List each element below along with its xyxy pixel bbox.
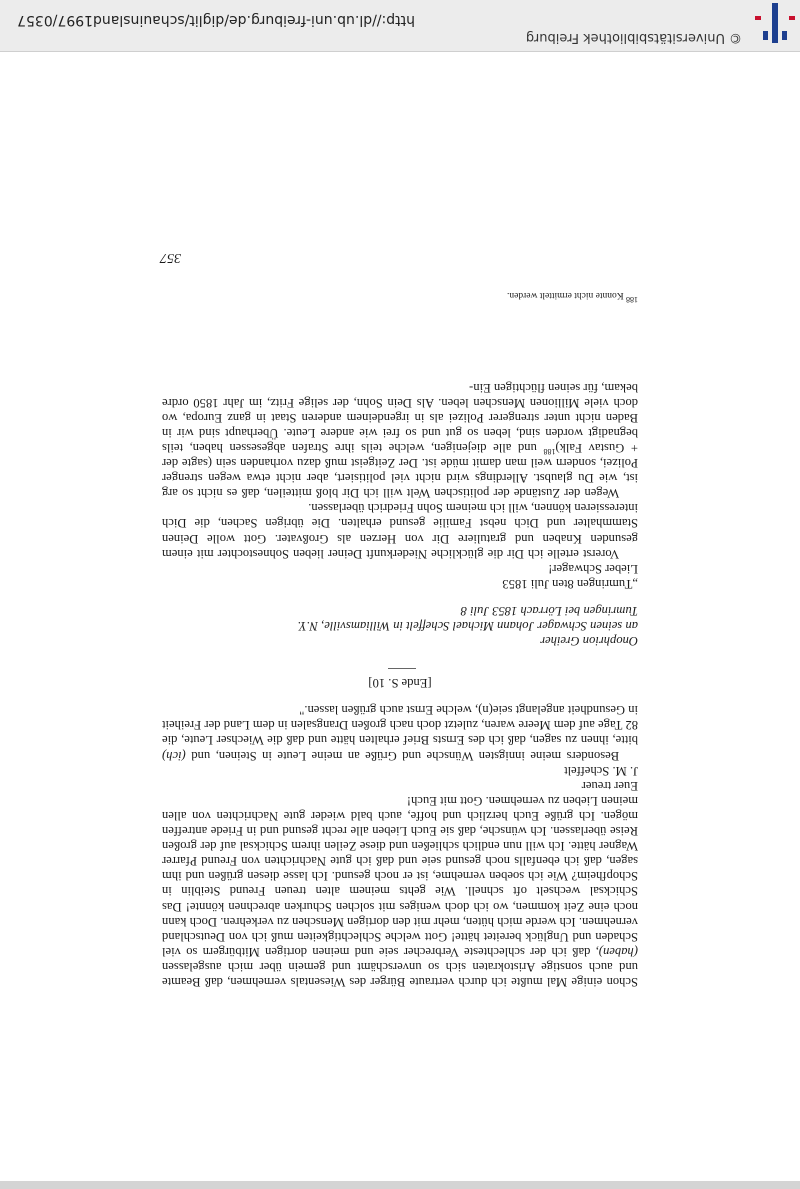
spacer — [162, 690, 638, 702]
library-credit — [526, 30, 742, 45]
italic-insert: (ich) — [162, 748, 186, 763]
permalink-url[interactable]: http://dl.ub.uni-freiburg.de/diglit/schauinsland1997/0357 — [17, 12, 415, 28]
paragraph-text: , daß ich der schlechteste Verbrecher seie und meinen dortigen Mitbürgern so viel Schaden und Unglück bereitet hätte! Gott welche Schlechtigkeiten muß ich von Deutschland vernehmen. Ich werde mich hüten, mehr mit den dortigen Menschen zu verkehren. Doch kann noch eine Zeit kommen, wo ich doch weniges mit solchen Schurken abrechnen könnte! Das Schicksal wechselt oft schnell. Wie gehts meinem alten treuen Freund Steiblin in Schopfheim? Wie ich soeben vernehme, ist er noch gesund. Ich lasse diesen grüßen und ihm sagen, daß ich ebenfalls noch gesund seie und daß ich gute Nachrichten von Freund Pfarrer Wagner hätte. Ich will nun endlich schließen und diese Zeilen ihrem Schicksal auf der großen Reise überlassen. Ich wünsche, daß sie Euch Lieben alle recht gesund und in Friede antreffen mögen. Ich grüße Euch herzlich und hoffe, auch bald wieder gute Nachrichten von allen meinen Lieben zu vernehmen. Gott mit Euch! — [162, 793, 638, 959]
university-library-logo-icon — [755, 3, 795, 43]
end-marker: [Ende S. 10] — [368, 676, 432, 691]
copyright-icon: © — [729, 30, 742, 45]
closing-line: Euer treuer — [581, 778, 638, 793]
letter-paragraph: Vorerst ertelle ich Dir die glückliche Niederkunft Deiner lieben Sohnestochter mit einem gesunden Knaben und gratuliere Dir von Herzen als Großvater. Gott wolle Deinen Stammhalter und Dich nebst Familie gesund erhalten. Die übrigen Sachen, die Dich interessieren können, will ich meinem Sohn Friedrich überlassen. — [162, 501, 638, 561]
letter-heading-place-date: Tumringen bei Lörrach 1853 Juli 8 — [460, 603, 638, 618]
library-name: Universitätsbibliothek Freiburg — [525, 30, 725, 45]
postscript-text: Besonders meine innigsten Wünsche und Grüße an meine Leute in Steinen, und — [191, 748, 620, 763]
postscript — [162, 702, 638, 762]
letter-heading-recipient: an seinen Schwager Johann Michael Scheffelt in Williamsville, N.Y. — [297, 619, 638, 634]
letter-date: „Tumringen 8ten Juli 1853 — [502, 576, 638, 591]
letter-text: und alle diejenigen, welche teils ihre Strafen abgesessen haben, teils begnadigt worden sind, leben so gut und so frei wie andere Leute. Überhaupt sind wir in Baden nicht unter strengerer Polizei als in irgendeinem anderen Staat in ganz Europa, wo doch viele Millionen Menschen leben. Als Dein Sohn, der selige Fritz, im Jahr 1850 ordre bekam, für seinen flüchtigen Ein- — [162, 380, 638, 455]
library-footer-bar — [0, 0, 800, 52]
salutation: Lieber Schwager! — [548, 561, 638, 576]
spacer — [162, 591, 638, 603]
signature: J. M. Scheffelt — [564, 763, 638, 778]
page-number: 357 — [160, 250, 181, 265]
logo-dash-right — [755, 16, 761, 20]
paragraph — [162, 793, 638, 989]
letter-heading-author: Onophrion Greiher — [540, 634, 638, 649]
top-strip — [0, 1181, 800, 1189]
footnote — [162, 289, 638, 305]
page-body — [162, 380, 638, 989]
logo-bar-right — [763, 31, 768, 40]
letter-text: Wegen der Zustände der politischen Welt will ich Dir bloß mitteilen, daß es nicht so arg ist, wie Du glaubst. Allerdings wird nicht viel politisiert, aber nicht etwa wegen strenger Polizei, sondern weil man damit müde ist. Der Zeitgeist muß dazu vorhanden sein (sagte der + Gustav Falk) — [162, 441, 638, 501]
logo-bar-left — [782, 31, 787, 40]
footnote-text: Konnte nicht ermittelt werden. — [507, 290, 624, 300]
postscript-text: bitte, ihnen zu sagen, daß ich des Ernsts Brief erhalten hätte und daß die Wiechser Leute, die 82 Tage auf dem Meere waren, zuletzt doch nach großen Drangsalen in dem Land der Freiheit in Gesundheit angelangt seie(n), welche Ernst auch grüßen lassen." — [162, 703, 638, 748]
footnote-reference: 188 — [543, 447, 556, 457]
letter-paragraph — [162, 380, 638, 501]
logo-dash-left — [789, 16, 795, 20]
spacer — [162, 648, 638, 660]
paragraph-text: Schon einige Mal mußte ich durch vertraute Bürger des Wiesentals vernehmen, daß Beamte und auch sonstige Aristokraten sich so unverschämt und gemein über mich ausgelassen — [162, 959, 638, 989]
footnote-number: 188 — [626, 295, 638, 305]
logo-bar-center — [772, 3, 778, 43]
italic-insert: (haben) — [598, 944, 638, 959]
section-divider — [388, 668, 416, 669]
